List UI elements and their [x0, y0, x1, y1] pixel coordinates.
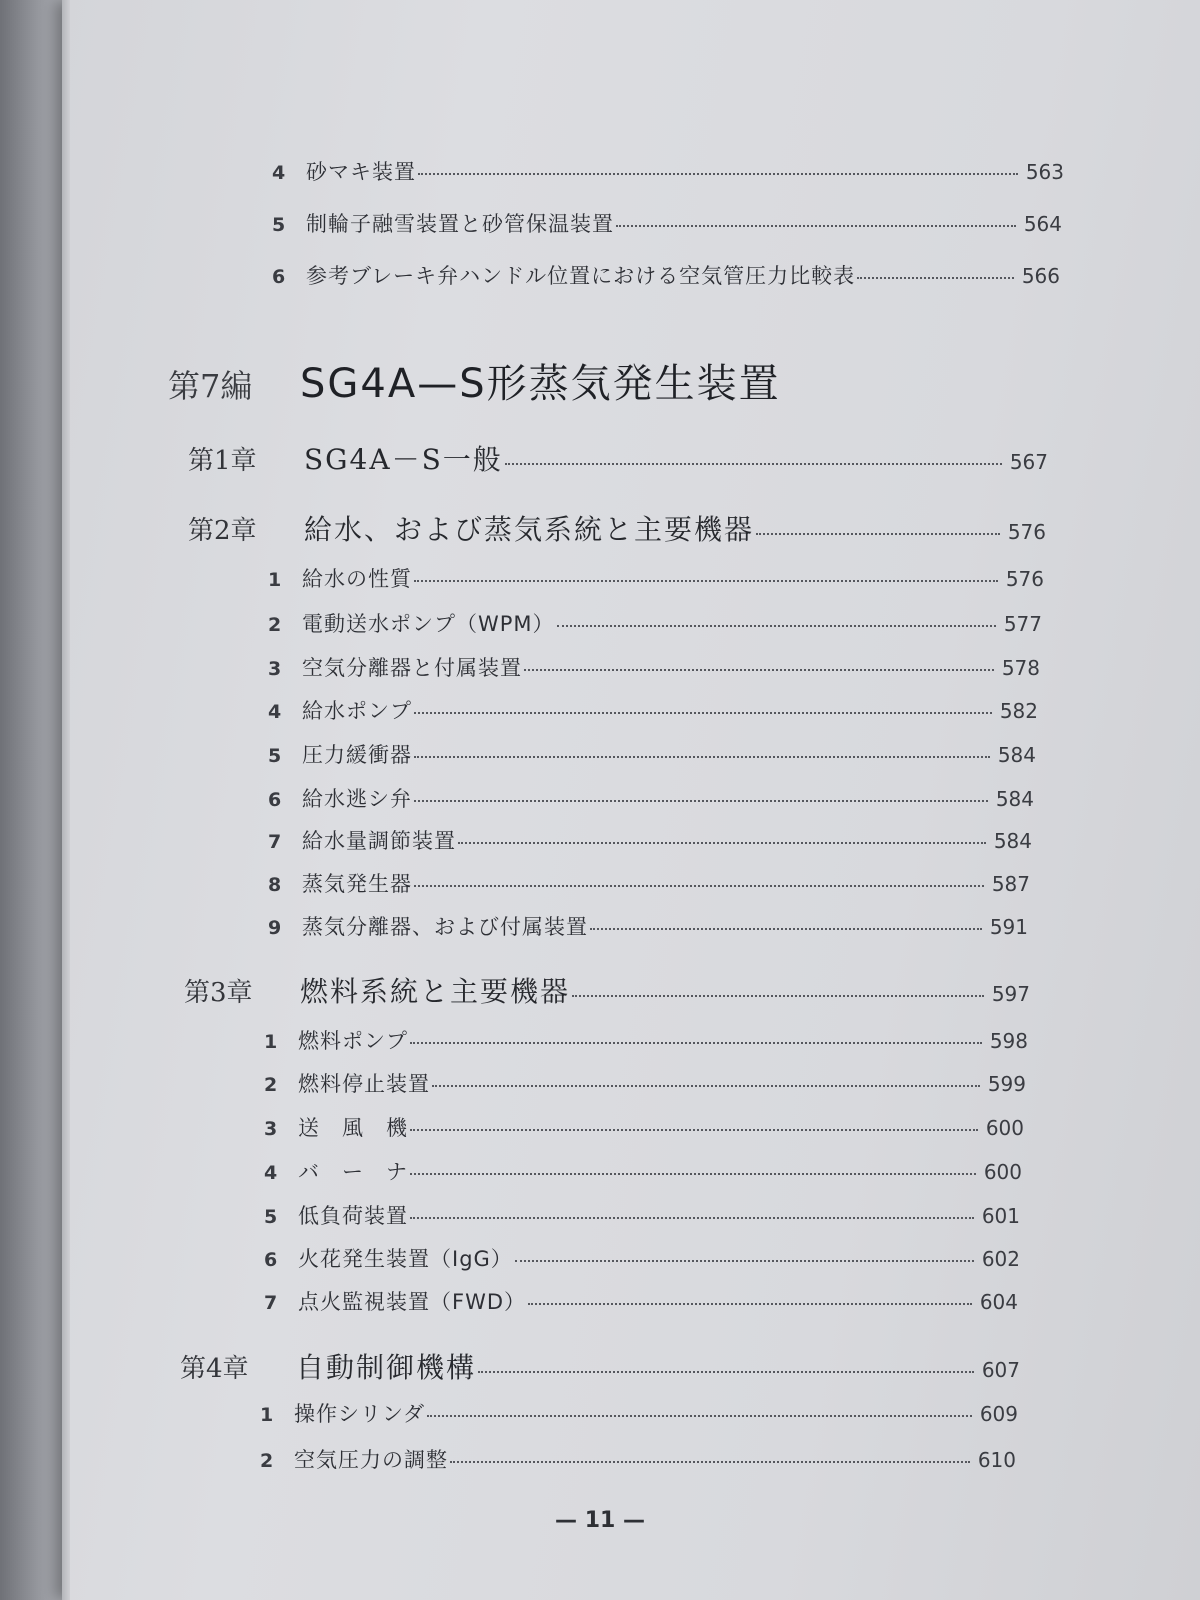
toc-item	[268, 911, 1028, 941]
item-page: 563	[1025, 160, 1064, 184]
toc-item	[268, 608, 1042, 638]
chapter-label: 第1章	[188, 446, 257, 476]
item-page: 600	[983, 1160, 1022, 1184]
part-heading	[168, 352, 781, 409]
toc-item	[264, 1200, 1020, 1230]
chapter-page: 567	[1009, 450, 1048, 474]
toc-item	[268, 695, 1038, 725]
dot-leader	[418, 173, 1018, 175]
item-number: 4	[272, 162, 286, 184]
item-page: 587	[991, 872, 1030, 896]
item-number: 5	[268, 745, 282, 767]
chapter-heading	[184, 970, 1030, 1010]
item-number: 2	[268, 614, 282, 636]
item-page: 584	[993, 829, 1032, 853]
chapter-label: 第4章	[180, 1354, 249, 1384]
toc-item	[272, 260, 1060, 290]
item-title: 給水逃シ弁	[302, 787, 412, 811]
chapter-title: 給水、および蒸気系統と主要機器	[304, 513, 755, 546]
chapter-heading	[188, 508, 1046, 548]
item-title: 給水の性質	[302, 567, 412, 591]
dot-leader	[414, 580, 998, 582]
dot-leader	[410, 1042, 982, 1044]
dot-leader	[414, 756, 990, 758]
toc-item	[264, 1156, 1022, 1186]
item-number: 7	[264, 1292, 278, 1314]
item-title: 蒸気発生器	[302, 872, 412, 896]
item-page: 591	[989, 915, 1028, 939]
item-page: 578	[1001, 656, 1040, 680]
toc-item	[268, 868, 1030, 898]
item-page: 598	[989, 1029, 1028, 1053]
item-page: 604	[979, 1290, 1018, 1314]
item-number: 5	[272, 214, 286, 236]
chapter-heading	[188, 438, 1048, 478]
chapter-page: 576	[1007, 520, 1046, 544]
item-title: 圧力緩衝器	[302, 743, 412, 767]
dot-leader	[414, 885, 984, 887]
dot-leader	[557, 625, 996, 627]
toc-item	[260, 1398, 1018, 1428]
item-title: 送 風 機	[298, 1116, 408, 1140]
item-title: 参考ブレーキ弁ハンドル位置における空気管圧力比較表	[306, 264, 856, 288]
chapter-page: 607	[981, 1358, 1020, 1382]
dot-leader	[450, 1461, 970, 1463]
item-number: 6	[272, 266, 286, 288]
item-number: 3	[264, 1118, 278, 1140]
dot-leader	[414, 800, 988, 802]
item-page: 602	[981, 1247, 1020, 1271]
item-number: 1	[260, 1404, 274, 1426]
toc-item	[268, 825, 1032, 855]
part-title: SG4A—S形蒸気発生装置	[300, 361, 781, 407]
toc-item	[268, 783, 1034, 813]
item-title: 空気分離器と付属装置	[302, 656, 522, 680]
dot-leader	[590, 928, 982, 930]
item-title: 燃料ポンプ	[298, 1029, 408, 1053]
item-title: 給水ポンプ	[302, 699, 412, 723]
item-number: 7	[268, 831, 282, 853]
dot-leader	[458, 842, 986, 844]
toc-item	[264, 1068, 1026, 1098]
item-title: 火花発生装置（IgG）	[298, 1247, 513, 1271]
item-number: 4	[264, 1162, 278, 1184]
item-page: 577	[1003, 612, 1042, 636]
dot-leader	[427, 1415, 972, 1417]
chapter-page: 597	[991, 982, 1030, 1006]
page-number-footer: — 11 —	[555, 1508, 645, 1533]
item-title: 蒸気分離器、および付属装置	[302, 915, 588, 939]
dot-leader	[616, 225, 1016, 227]
dot-leader	[414, 712, 992, 714]
chapter-label: 第3章	[184, 978, 253, 1008]
item-page: 610	[977, 1448, 1016, 1472]
item-number: 1	[268, 569, 282, 591]
item-number: 2	[260, 1450, 274, 1472]
item-title: 砂マキ装置	[306, 160, 416, 184]
item-page: 609	[979, 1402, 1018, 1426]
item-number: 5	[264, 1206, 278, 1228]
toc-item	[268, 652, 1040, 682]
dot-leader	[528, 1303, 972, 1305]
item-number: 1	[264, 1031, 278, 1053]
item-page: 599	[987, 1072, 1026, 1096]
toc-item	[264, 1286, 1018, 1316]
item-number: 2	[264, 1074, 278, 1096]
dot-leader	[505, 463, 1002, 465]
toc-item	[264, 1112, 1024, 1142]
item-page: 600	[985, 1116, 1024, 1140]
chapter-label: 第2章	[188, 516, 257, 546]
item-number: 9	[268, 917, 282, 939]
toc-item	[260, 1444, 1016, 1474]
chapter-title: 燃料系統と主要機器	[300, 975, 571, 1008]
item-page: 601	[981, 1204, 1020, 1228]
toc-item	[264, 1243, 1020, 1273]
item-page: 582	[999, 699, 1038, 723]
dot-leader	[756, 533, 1000, 535]
dot-leader	[524, 669, 994, 671]
item-page: 566	[1021, 264, 1060, 288]
dot-leader	[572, 995, 984, 997]
item-title: バ ー ナ	[298, 1160, 408, 1184]
item-number: 6	[268, 789, 282, 811]
item-page: 564	[1023, 212, 1062, 236]
item-page: 576	[1005, 567, 1044, 591]
item-number: 6	[264, 1249, 278, 1271]
item-page: 584	[995, 787, 1034, 811]
toc-item	[268, 563, 1044, 593]
dot-leader	[410, 1217, 974, 1219]
item-title: 給水量調節装置	[302, 829, 456, 853]
dot-leader	[478, 1371, 974, 1373]
dot-leader	[410, 1173, 976, 1175]
toc-item	[268, 739, 1036, 769]
chapter-title: 自動制御機構	[296, 1351, 477, 1384]
part-label: 第7編	[168, 367, 253, 405]
item-title: 制輪子融雪装置と砂管保温装置	[306, 212, 614, 236]
dot-leader	[515, 1260, 974, 1262]
chapter-heading	[180, 1346, 1020, 1386]
item-title: 電動送水ポンプ（WPM）	[302, 612, 555, 636]
dot-leader	[432, 1085, 980, 1087]
toc-item	[272, 208, 1062, 238]
toc-item	[272, 156, 1064, 186]
dot-leader	[410, 1129, 978, 1131]
dot-leader	[857, 277, 1014, 279]
item-title: 操作シリンダ	[294, 1402, 426, 1426]
chapter-title: SG4A－S一般	[304, 443, 503, 476]
item-number: 4	[268, 701, 282, 723]
item-title: 燃料停止装置	[298, 1072, 430, 1096]
item-title: 低負荷装置	[298, 1204, 408, 1228]
item-number: 3	[268, 658, 282, 680]
toc-item	[264, 1025, 1028, 1055]
item-page: 584	[997, 743, 1036, 767]
item-number: 8	[268, 874, 282, 896]
item-title: 空気圧力の調整	[294, 1448, 448, 1472]
item-title: 点火監視装置（FWD）	[298, 1290, 527, 1314]
